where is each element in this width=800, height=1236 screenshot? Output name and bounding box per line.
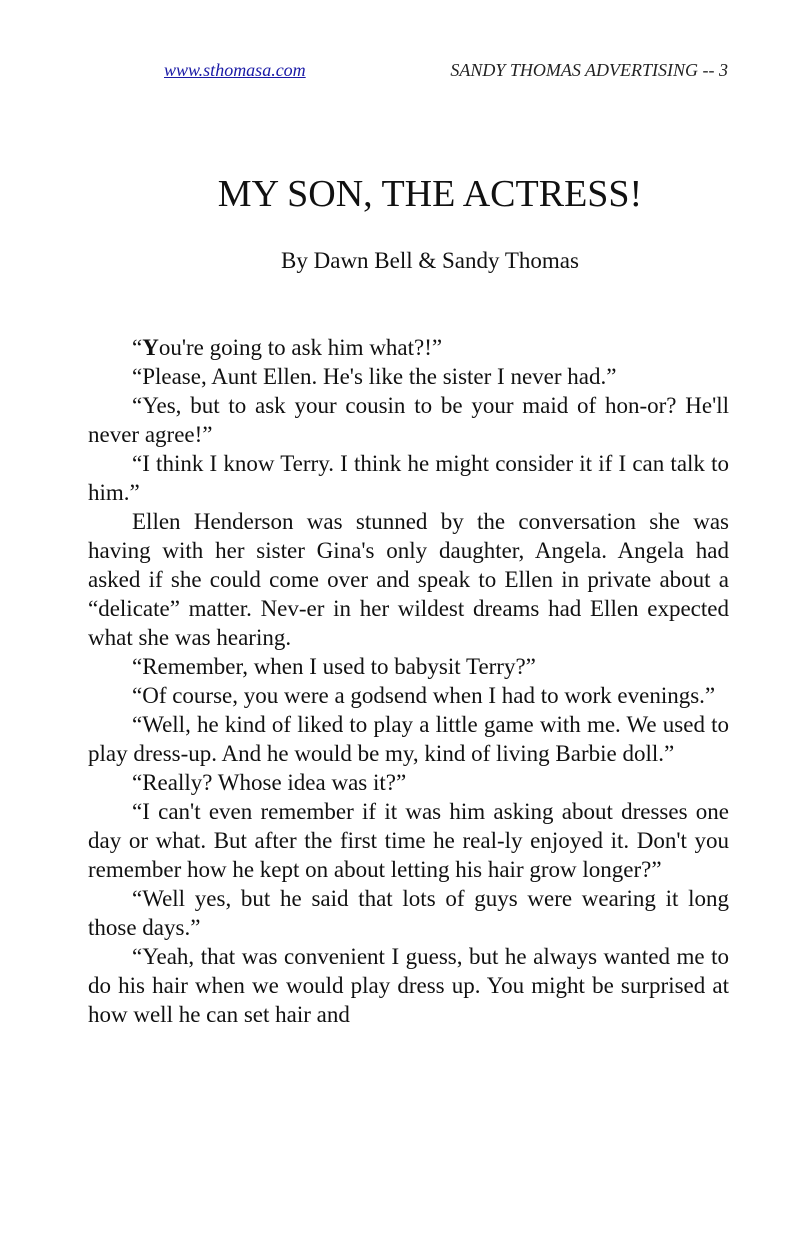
paragraph: “You're going to ask him what?!” [132,335,443,360]
paragraph: “Please, Aunt Ellen. He's like the sister I never had.” [132,364,617,389]
paragraph: “Remember, when I used to babysit Terry?” [132,654,536,679]
paragraph: “Well, he kind of liked to play a little game with me. We used to play dress-up. And he would be my, kind of living Barbie doll.” [88,712,729,766]
paragraph: “Yes, but to ask your cousin to be your maid of hon-or? He'll never agree!” [88,393,729,447]
drop-cap: Y [142,335,159,360]
page-header [88,60,728,84]
paragraph: “Yeah, that was convenient I guess, but he always wanted me to do his hair when we would play dress up. You might be surprised at how well he can set hair and [88,944,729,1027]
story-body [88,333,729,1029]
byline: By Dawn Bell & Sandy Thomas [281,248,579,273]
paragraph: Ellen Henderson was stunned by the conversation she was having with her sister Gina's only daughter, Angela. Angela had asked if she could come over and speak to Ellen in private about a “delicate” matter. Nev-er in her wildest dreams had Ellen expected what she was hearing. [88,509,729,650]
paragraph: “Really? Whose idea was it?” [132,770,407,795]
paragraph: “Well yes, but he said that lots of guys were wearing it long those days.” [88,886,729,940]
running-title: SANDY THOMAS ADVERTISING -- 3 [450,60,728,80]
story-title: MY SON, THE ACTRESS! [217,173,643,215]
paragraph: “I think I know Terry. I think he might consider it if I can talk to him.” [88,451,729,505]
website-link[interactable]: www.sthomasa.com [164,60,306,80]
paragraph-text: ou're going to ask him what?!” [158,335,443,360]
paragraph: “I can't even remember if it was him asking about dresses one day or what. But after the first time he real-ly enjoyed it. Don't you remember how he kept on about letting his hair grow longer?” [88,799,729,882]
paragraph: “Of course, you were a godsend when I had to work evenings.” [132,683,716,708]
